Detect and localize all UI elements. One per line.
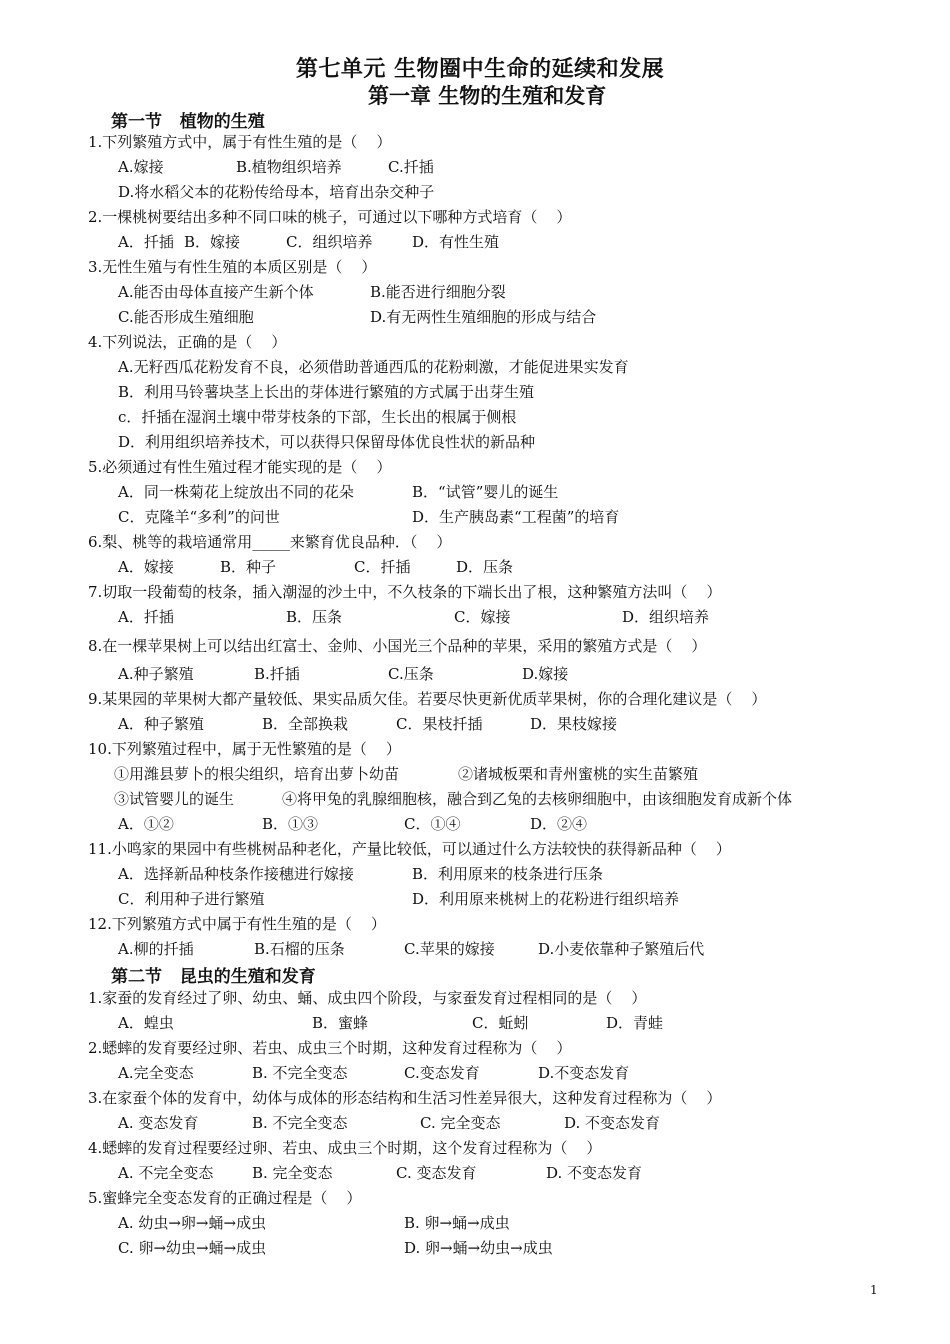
option-a: A.无籽西瓜花粉发育不良，必须借助普通西瓜的花粉刺激，才能促进果实发育 bbox=[118, 358, 629, 376]
option-b: B．压条 bbox=[286, 608, 343, 626]
page-number: 1 bbox=[870, 1283, 878, 1297]
question-stem: 6.梨、桃等的栽培通常用_____来繁育优良品种．（ ） bbox=[88, 533, 452, 551]
option-c: C. 变态发育 bbox=[396, 1164, 477, 1182]
option-d: D. 不变态发育 bbox=[546, 1164, 643, 1182]
option-b: B．嫁接 bbox=[184, 233, 241, 251]
option-c: C. 完全变态 bbox=[420, 1114, 501, 1132]
option-d: D．生产胰岛素“工程菌”的培育 bbox=[412, 508, 620, 526]
option-d: D．利用原来桃树上的花粉进行组织培养 bbox=[412, 890, 680, 908]
option-c: C.苹果的嫁接 bbox=[404, 940, 495, 958]
question-stem: 7.切取一段葡萄的枝条，插入潮湿的沙土中，不久枝条的下端长出了根，这种繁殖方法叫（ ） bbox=[88, 583, 722, 601]
statement-4: ④将甲兔的乳腺细胞核，融合到乙兔的去核卵细胞中，由该细胞发育成新个体 bbox=[282, 790, 793, 808]
option-b: B．①③ bbox=[262, 815, 319, 833]
option-a: A．同一株菊花上绽放出不同的花朵 bbox=[118, 483, 354, 501]
option-c: C．克隆羊“多利”的问世 bbox=[118, 508, 280, 526]
question-stem: 10.下列繁殖过程中，属于无性繁殖的是（ ） bbox=[88, 740, 401, 758]
option-a: A.能否由母体直接产生新个体 bbox=[118, 283, 314, 301]
section-heading: 第一节 植物的生殖 bbox=[111, 112, 265, 132]
option-a: A.嫁接 bbox=[118, 158, 164, 176]
option-d: D.不变态发育 bbox=[538, 1064, 630, 1082]
option-d: D．利用组织培养技术，可以获得只保留母体优良性状的新品种 bbox=[118, 433, 536, 451]
option-d: D．组织培养 bbox=[622, 608, 710, 626]
statement-1: ①用潍县萝卜的根尖组织，培育出萝卜幼苗 bbox=[114, 765, 400, 783]
option-a: A. 幼虫→卵→蛹→成虫 bbox=[118, 1214, 267, 1232]
option-b: B．全部换栽 bbox=[262, 715, 349, 733]
option-c: C．果枝扦插 bbox=[396, 715, 483, 733]
option-d: D．果枝嫁接 bbox=[530, 715, 618, 733]
option-c: C．①④ bbox=[404, 815, 461, 833]
option-c: c．扦插在湿润土壤中带芽枝条的下部，生长出的根属于侧根 bbox=[118, 408, 517, 426]
question-stem: 1.下列繁殖方式中，属于有性生殖的是（ ） bbox=[88, 133, 392, 151]
option-b: B. 完全变态 bbox=[252, 1164, 333, 1182]
option-a: A．种子繁殖 bbox=[118, 715, 204, 733]
question-stem: 12.下列繁殖方式中属于有性生殖的是（ ） bbox=[88, 915, 386, 933]
question-stem: 8.在一棵苹果树上可以结出红富士、金帅、小国光三个品种的苹果，采用的繁殖方式是（ ） bbox=[88, 637, 707, 655]
statement-3: ③试管婴儿的诞生 bbox=[114, 790, 235, 808]
option-b: B.石榴的压条 bbox=[254, 940, 345, 958]
option-d: D.有无两性生殖细胞的形成与结合 bbox=[370, 308, 597, 326]
option-d: D.小麦依靠种子繁殖后代 bbox=[538, 940, 705, 958]
option-a: A．选择新品种枝条作接穗进行嫁接 bbox=[118, 865, 354, 883]
option-a: A．扦插 bbox=[118, 233, 174, 251]
question-stem: 2.蟋蟀的发育要经过卵、若虫、成虫三个时期，这种发育过程称为（ ） bbox=[88, 1039, 572, 1057]
option-a: A．嫁接 bbox=[118, 558, 174, 576]
option-c: C. 卵→幼虫→蛹→成虫 bbox=[118, 1239, 267, 1257]
option-a: A．扦插 bbox=[118, 608, 174, 626]
unit-title: 第七单元 生物圈中生命的延续和发展 bbox=[295, 57, 665, 82]
question-stem: 2.一棵桃树要结出多种不同口味的桃子，可通过以下哪种方式培育（ ） bbox=[88, 208, 572, 226]
option-c: C．扦插 bbox=[354, 558, 411, 576]
option-a: A．蝗虫 bbox=[118, 1014, 174, 1032]
option-a: A.柳的扦插 bbox=[118, 940, 194, 958]
option-c: C.能否形成生殖细胞 bbox=[118, 308, 254, 326]
option-b: B. 不完全变态 bbox=[252, 1114, 348, 1132]
option-c: C.变态发育 bbox=[404, 1064, 480, 1082]
option-b: B．种子 bbox=[220, 558, 277, 576]
option-b: B．利用马铃薯块茎上长出的芽体进行繁殖的方式属于出芽生殖 bbox=[118, 383, 535, 401]
option-a: A. 不完全变态 bbox=[118, 1164, 214, 1182]
option-b: B.能否进行细胞分裂 bbox=[370, 283, 506, 301]
question-stem: 1.家蚕的发育经过了卵、幼虫、蛹、成虫四个阶段，与家蚕发育过程相同的是（ ） bbox=[88, 989, 647, 1007]
option-c: C．利用种子进行繁殖 bbox=[118, 890, 265, 908]
question-stem: 9.某果园的苹果树大都产量较低、果实品质欠佳。若要尽快更新优质苹果树，你的合理化建议是（ ） bbox=[88, 690, 767, 708]
option-b: B．蜜蜂 bbox=[312, 1014, 369, 1032]
option-d: D．青蛙 bbox=[606, 1014, 664, 1032]
option-d: D．②④ bbox=[530, 815, 588, 833]
question-stem: 3.无性生殖与有性生殖的本质区别是（ ） bbox=[88, 258, 377, 276]
section-heading: 第二节 昆虫的生殖和发育 bbox=[111, 967, 316, 987]
option-c: C.压条 bbox=[388, 665, 434, 683]
question-stem: 4.下列说法，正确的是（ ） bbox=[88, 333, 287, 351]
option-d: D.嫁接 bbox=[522, 665, 569, 683]
question-stem: 11.小鸣家的果园中有些桃树品种老化，产量比较低，可以通过什么方法较快的获得新品种（ ） bbox=[88, 840, 731, 858]
option-d: D．有性生殖 bbox=[412, 233, 500, 251]
question-stem: 3.在家蚕个体的发育中，幼体与成体的形态结构和生活习性差异很大，这种发育过程称为（ ） bbox=[88, 1089, 722, 1107]
option-a: A．①② bbox=[118, 815, 174, 833]
option-a: A.种子繁殖 bbox=[118, 665, 194, 683]
option-b: B. 卵→蛹→成虫 bbox=[404, 1214, 510, 1232]
option-c: C．蚯蚓 bbox=[472, 1014, 529, 1032]
chapter-title: 第一章 生物的生殖和发育 bbox=[368, 84, 607, 108]
option-d: D．压条 bbox=[456, 558, 514, 576]
option-b: B．“试管”婴儿的诞生 bbox=[412, 483, 559, 501]
option-d: D. 卵→蛹→幼虫→成虫 bbox=[404, 1239, 553, 1257]
option-b: B. 不完全变态 bbox=[252, 1064, 348, 1082]
option-a: A.完全变态 bbox=[118, 1064, 194, 1082]
question-stem: 5.必须通过有性生殖过程才能实现的是（ ） bbox=[88, 458, 392, 476]
option-b: B．利用原来的枝条进行压条 bbox=[412, 865, 604, 883]
option-a: A. 变态发育 bbox=[118, 1114, 199, 1132]
option-b: B.植物组织培养 bbox=[236, 158, 342, 176]
question-stem: 4.蟋蟀的发育过程要经过卵、若虫、成虫三个时期，这个发育过程称为（ ） bbox=[88, 1139, 602, 1157]
option-d: D. 不变态发育 bbox=[564, 1114, 661, 1132]
option-d: D.将水稻父本的花粉传给母本，培育出杂交种子 bbox=[118, 183, 435, 201]
question-stem: 5.蜜蜂完全变态发育的正确过程是（ ） bbox=[88, 1189, 362, 1207]
option-b: B.扦插 bbox=[254, 665, 300, 683]
option-c: C.扦插 bbox=[388, 158, 434, 176]
statement-2: ②诸城板栗和青州蜜桃的实生苗繁殖 bbox=[458, 765, 699, 783]
option-c: C．组织培养 bbox=[286, 233, 373, 251]
option-c: C．嫁接 bbox=[454, 608, 511, 626]
